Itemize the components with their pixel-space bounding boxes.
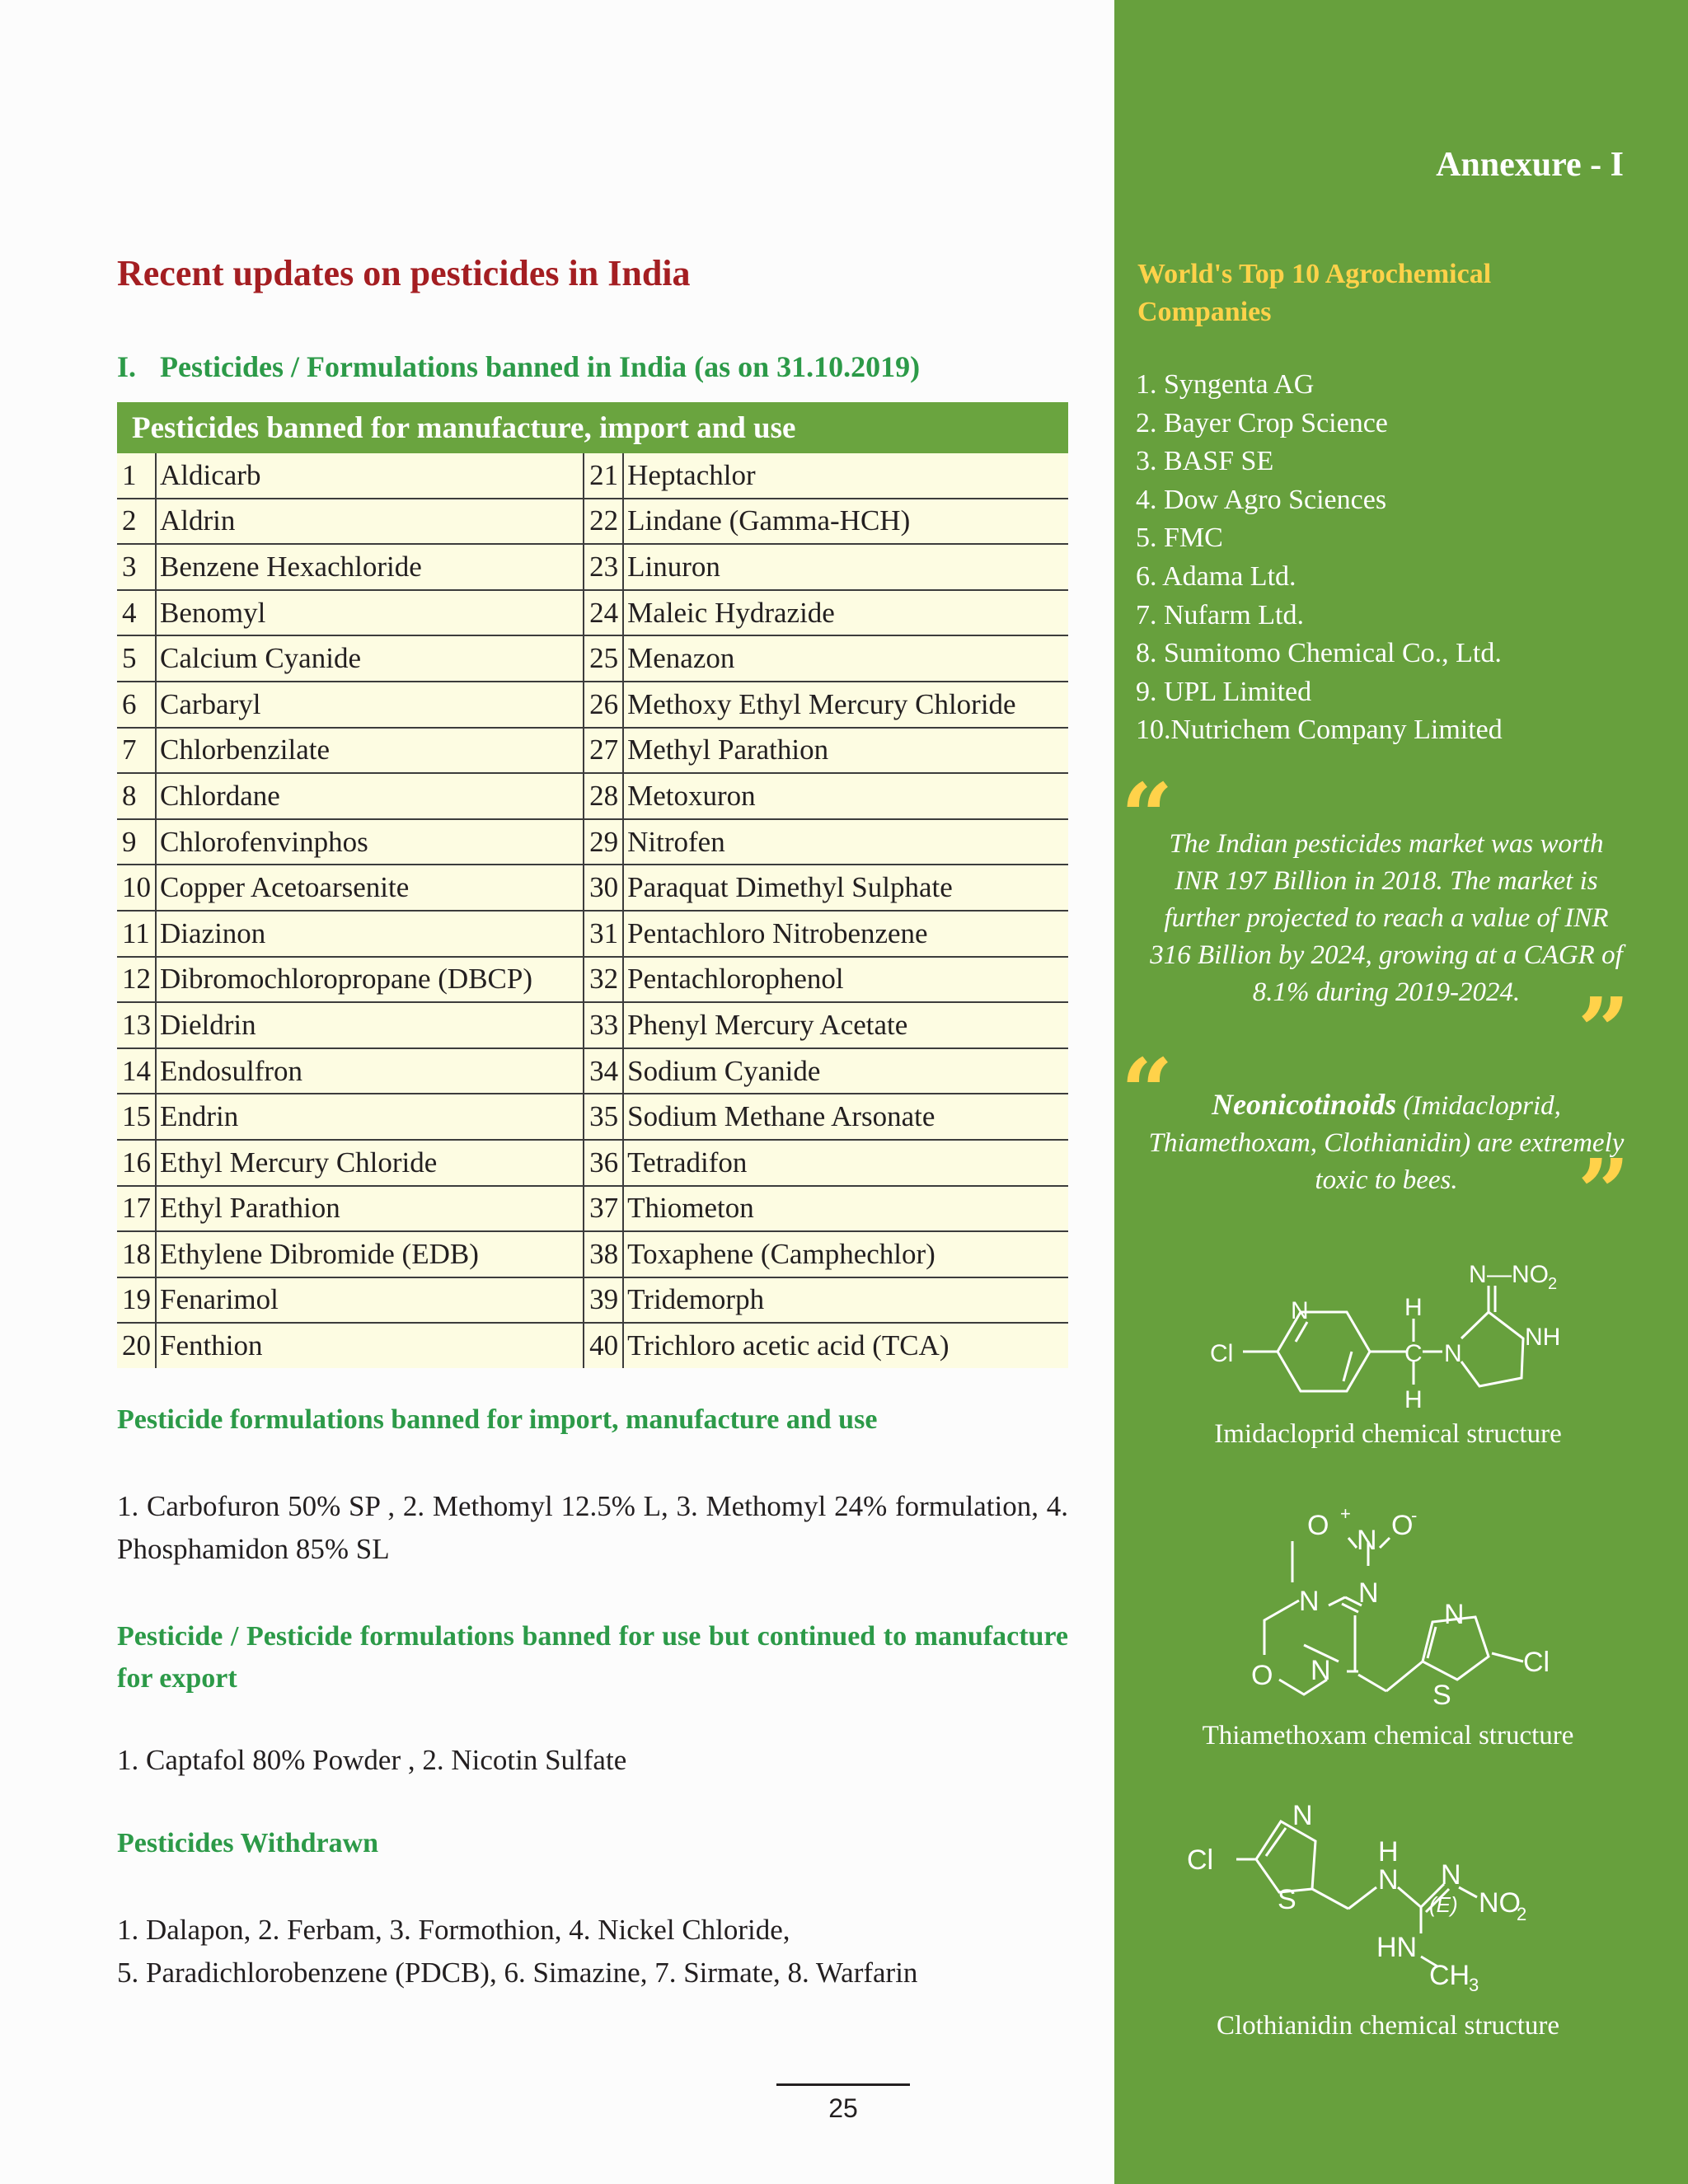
- row-number: 34: [584, 1048, 623, 1094]
- pesticide-name: Methoxy Ethyl Mercury Chloride: [623, 682, 1068, 728]
- row-number: 31: [584, 911, 623, 957]
- svg-text:CH: CH: [1429, 1960, 1470, 1991]
- pesticide-name: Pentachlorophenol: [623, 957, 1068, 1003]
- svg-text:N: N: [1469, 1261, 1487, 1288]
- table-row: [117, 819, 1068, 865]
- svg-text:(E): (E): [1429, 1892, 1458, 1917]
- table-row: [117, 682, 1068, 728]
- formulations-heading: Pesticide formulations banned for import, manufacture and use: [117, 1404, 878, 1435]
- open-quote-icon: “: [1121, 1038, 1174, 1145]
- svg-text:Cl: Cl: [1523, 1647, 1550, 1678]
- row-number: 25: [584, 635, 623, 682]
- table-row: [117, 1140, 1068, 1186]
- pesticide-name: Ethylene Dibromide (EDB): [156, 1231, 584, 1277]
- table-row: [117, 957, 1068, 1003]
- svg-text:O: O: [1307, 1510, 1329, 1541]
- svg-text:N: N: [1292, 1802, 1313, 1831]
- svg-text:N: N: [1299, 1586, 1320, 1617]
- pesticide-name: Maleic Hydrazide: [623, 590, 1068, 636]
- pesticide-name: Chlorbenzilate: [156, 728, 584, 774]
- table-row: [117, 1094, 1068, 1140]
- withdrawn-line-2: 5. Paradichlorobenzene (PDCB), 6. Simazine, 7. Sirmate, 8. Warfarin: [117, 1957, 918, 1989]
- row-number: 11: [117, 911, 156, 957]
- row-number: 20: [117, 1323, 156, 1368]
- row-number: 14: [117, 1048, 156, 1094]
- list-item: 4. Dow Agro Sciences: [1136, 484, 1387, 515]
- neonicotinoids-emphasis: Neonicotinoids: [1212, 1088, 1397, 1121]
- table-row: [117, 499, 1068, 545]
- row-number: 9: [117, 819, 156, 865]
- pesticide-name: Chlorofenvinphos: [156, 819, 584, 865]
- row-number: 22: [584, 499, 623, 545]
- pesticide-name: Ethyl Mercury Chloride: [156, 1140, 584, 1186]
- row-number: 15: [117, 1094, 156, 1140]
- pesticide-name: Dieldrin: [156, 1002, 584, 1048]
- svg-text:HN: HN: [1376, 1932, 1418, 1963]
- table-row: [117, 590, 1068, 636]
- list-item: 1. Syngenta AG: [1136, 369, 1315, 400]
- pesticide-name: Endosulfron: [156, 1048, 584, 1094]
- company-list: [1136, 366, 1503, 750]
- withdrawn-heading: Pesticides Withdrawn: [117, 1828, 379, 1858]
- table-row: [117, 635, 1068, 682]
- list-item: 9. UPL Limited: [1136, 676, 1312, 707]
- pesticide-name: Pentachloro Nitrobenzene: [623, 911, 1068, 957]
- row-number: 38: [584, 1231, 623, 1277]
- table-row: [117, 1048, 1068, 1094]
- svg-text:S: S: [1432, 1680, 1451, 1711]
- row-number: 16: [117, 1140, 156, 1186]
- row-number: 40: [584, 1323, 623, 1368]
- row-number: 37: [584, 1186, 623, 1232]
- row-number: 26: [584, 682, 623, 728]
- clothianidin-structure-diagram: [1170, 1802, 1632, 1999]
- imidacloprid-caption: Imidacloprid chemical structure: [1214, 1419, 1562, 1449]
- pesticide-name: Metoxuron: [623, 773, 1068, 819]
- row-number: 21: [584, 453, 623, 499]
- section-number: I.: [117, 350, 137, 383]
- row-number: 12: [117, 957, 156, 1003]
- row-number: 29: [584, 819, 623, 865]
- svg-text:H: H: [1404, 1386, 1423, 1411]
- pesticide-name: Methyl Parathion: [623, 728, 1068, 774]
- annexure-label: Annexure - I: [1436, 146, 1624, 184]
- pesticide-name: Benzene Hexachloride: [156, 544, 584, 590]
- section-heading-text: Pesticides / Formulations banned in India (as on 31.10.2019): [160, 350, 921, 383]
- row-number: 32: [584, 957, 623, 1003]
- pesticide-name: Paraquat Dimethyl Sulphate: [623, 865, 1068, 911]
- table-row: [117, 1002, 1068, 1048]
- row-number: 35: [584, 1094, 623, 1140]
- pesticide-name: Ethyl Parathion: [156, 1186, 584, 1232]
- page-number: 25: [828, 2093, 858, 2123]
- row-number: 4: [117, 590, 156, 636]
- pesticide-name: Nitrofen: [623, 819, 1068, 865]
- svg-text:Cl: Cl: [1187, 1844, 1214, 1876]
- svg-text:N: N: [1441, 1859, 1461, 1891]
- pesticide-name: Thiometon: [623, 1186, 1068, 1232]
- pesticide-name: Trichloro acetic acid (TCA): [623, 1323, 1068, 1368]
- pesticide-name: Diazinon: [156, 911, 584, 957]
- svg-text:H: H: [1378, 1836, 1399, 1868]
- svg-text:2: 2: [1517, 1904, 1527, 1924]
- pesticide-name: Calcium Cyanide: [156, 635, 584, 682]
- svg-text:N: N: [1311, 1655, 1331, 1686]
- page-title: Recent updates on pesticides in India: [117, 253, 691, 293]
- pesticide-name: Heptachlor: [623, 453, 1068, 499]
- svg-text:—: —: [1487, 1261, 1512, 1288]
- row-number: 27: [584, 728, 623, 774]
- table-row: [117, 544, 1068, 590]
- row-number: 30: [584, 865, 623, 911]
- pesticide-name: Linuron: [623, 544, 1068, 590]
- list-item: 8. Sumitomo Chemical Co., Ltd.: [1136, 638, 1502, 669]
- pesticide-name: Dibromochloropropane (DBCP): [156, 957, 584, 1003]
- pesticide-name: Copper Acetoarsenite: [156, 865, 584, 911]
- svg-text:NO: NO: [1512, 1261, 1549, 1288]
- pesticide-name: Sodium Methane Arsonate: [623, 1094, 1068, 1140]
- close-quote-icon: ”: [1578, 977, 1630, 1084]
- row-number: 33: [584, 1002, 623, 1048]
- table-row: [117, 1323, 1068, 1368]
- pesticide-name: Menazon: [623, 635, 1068, 682]
- page-number-rule: [776, 2083, 910, 2086]
- banned-pesticides-table: [117, 402, 1068, 1368]
- row-number: 39: [584, 1277, 623, 1324]
- neonicotinoid-quote: [1146, 1086, 1627, 1199]
- row-number: 8: [117, 773, 156, 819]
- row-number: 5: [117, 635, 156, 682]
- pesticide-name: Fenarimol: [156, 1277, 584, 1324]
- svg-text:S: S: [1278, 1884, 1296, 1915]
- top10-title: World's Top 10 Agrochemical Companies: [1137, 259, 1492, 327]
- open-quote-icon: “: [1121, 763, 1174, 869]
- svg-text:O: O: [1391, 1510, 1414, 1541]
- table-row: [117, 1186, 1068, 1232]
- row-number: 24: [584, 590, 623, 636]
- list-item: 2. Bayer Crop Science: [1136, 407, 1388, 438]
- list-item: 7. Nufarm Ltd.: [1136, 599, 1304, 630]
- withdrawn-text: [117, 1909, 1068, 1994]
- close-quote-icon: ”: [1578, 1139, 1630, 1245]
- pesticide-name: Phenyl Mercury Acetate: [623, 1002, 1068, 1048]
- svg-text:NH: NH: [1525, 1324, 1561, 1351]
- row-number: 10: [117, 865, 156, 911]
- svg-text:-: -: [1411, 1505, 1418, 1526]
- row-number: 13: [117, 1002, 156, 1048]
- pesticide-name: Toxaphene (Camphechlor): [623, 1231, 1068, 1277]
- imidacloprid-structure-diagram: [1195, 1246, 1624, 1411]
- row-number: 23: [584, 544, 623, 590]
- withdrawn-line-1: 1. Dalapon, 2. Ferbam, 3. Formothion, 4. Nickel Chloride,: [117, 1914, 790, 1946]
- row-number: 3: [117, 544, 156, 590]
- market-quote: The Indian pesticides market was worth INR 197 Billion in 2018. The market is further projected to reach a value of INR 316 Billion by 2024, growing at a CAGR of 8.1% during 2019-2024.: [1150, 829, 1623, 1007]
- pesticide-name: Tetradifon: [623, 1140, 1068, 1186]
- thiamethoxam-caption: Thiamethoxam chemical structure: [1202, 1721, 1574, 1750]
- pesticide-name: Tridemorph: [623, 1277, 1068, 1324]
- clothianidin-caption: Clothianidin chemical structure: [1216, 2011, 1560, 2041]
- table-header: Pesticides banned for manufacture, import and use: [117, 402, 1068, 453]
- thiamethoxam-structure-diagram: [1179, 1500, 1640, 1722]
- svg-text:N: N: [1358, 1577, 1379, 1609]
- row-number: 7: [117, 728, 156, 774]
- svg-text:N: N: [1444, 1599, 1465, 1630]
- pesticide-name: Sodium Cyanide: [623, 1048, 1068, 1094]
- svg-text:N: N: [1378, 1864, 1399, 1896]
- table-body: [117, 453, 1068, 1368]
- table-row: [117, 773, 1068, 819]
- formulations-text: 1. Carbofuron 50% SP , 2. Methomyl 12.5% L, 3. Methomyl 24% formulation, 4. Phosphamidon 85% SL: [117, 1490, 1068, 1565]
- pesticide-name: Aldicarb: [156, 453, 584, 499]
- export-text: 1. Captafol 80% Powder , 2. Nicotin Sulfate: [117, 1744, 627, 1776]
- svg-text:N: N: [1357, 1525, 1377, 1556]
- svg-text:H: H: [1404, 1294, 1423, 1321]
- list-item: 5. FMC: [1136, 523, 1223, 554]
- table-row: [117, 453, 1068, 499]
- row-number: 6: [117, 682, 156, 728]
- pesticide-name: Carbaryl: [156, 682, 584, 728]
- row-number: 19: [117, 1277, 156, 1324]
- section-heading-banned: [117, 349, 920, 384]
- table-row: [117, 1277, 1068, 1324]
- table-row: [117, 728, 1068, 774]
- row-number: 28: [584, 773, 623, 819]
- svg-text:NO: NO: [1479, 1887, 1521, 1919]
- row-number: 17: [117, 1186, 156, 1232]
- row-number: 2: [117, 499, 156, 545]
- row-number: 36: [584, 1140, 623, 1186]
- row-number: 1: [117, 453, 156, 499]
- svg-text:3: 3: [1469, 1975, 1479, 1995]
- neonicotinoid-quote-rest: (Imidacloprid, Thiamethoxam, Clothianidin) are extremely toxic to bees.: [1148, 1091, 1625, 1195]
- svg-text:C: C: [1404, 1340, 1423, 1367]
- svg-text:N: N: [1444, 1340, 1462, 1367]
- pesticide-name: Endrin: [156, 1094, 584, 1140]
- pesticide-name: Chlordane: [156, 773, 584, 819]
- table-row: [117, 911, 1068, 957]
- list-item: 3. BASF SE: [1136, 446, 1274, 477]
- pesticide-name: Lindane (Gamma-HCH): [623, 499, 1068, 545]
- svg-text:O: O: [1251, 1660, 1273, 1691]
- table-row: [117, 1231, 1068, 1277]
- pesticide-name: Fenthion: [156, 1323, 584, 1368]
- svg-text:2: 2: [1548, 1275, 1558, 1293]
- list-item: 6. Adama Ltd.: [1136, 560, 1296, 592]
- svg-text:+: +: [1340, 1503, 1351, 1524]
- pesticide-name: Aldrin: [156, 499, 584, 545]
- svg-text:N: N: [1291, 1297, 1309, 1324]
- list-item: 10.Nutrichem Company Limited: [1136, 715, 1503, 746]
- svg-text:Cl: Cl: [1210, 1340, 1234, 1367]
- export-heading: Pesticide / Pesticide formulations banned for use but continued to manufacture for export: [117, 1621, 1068, 1694]
- table-row: [117, 865, 1068, 911]
- row-number: 18: [117, 1231, 156, 1277]
- pesticide-name: Benomyl: [156, 590, 584, 636]
